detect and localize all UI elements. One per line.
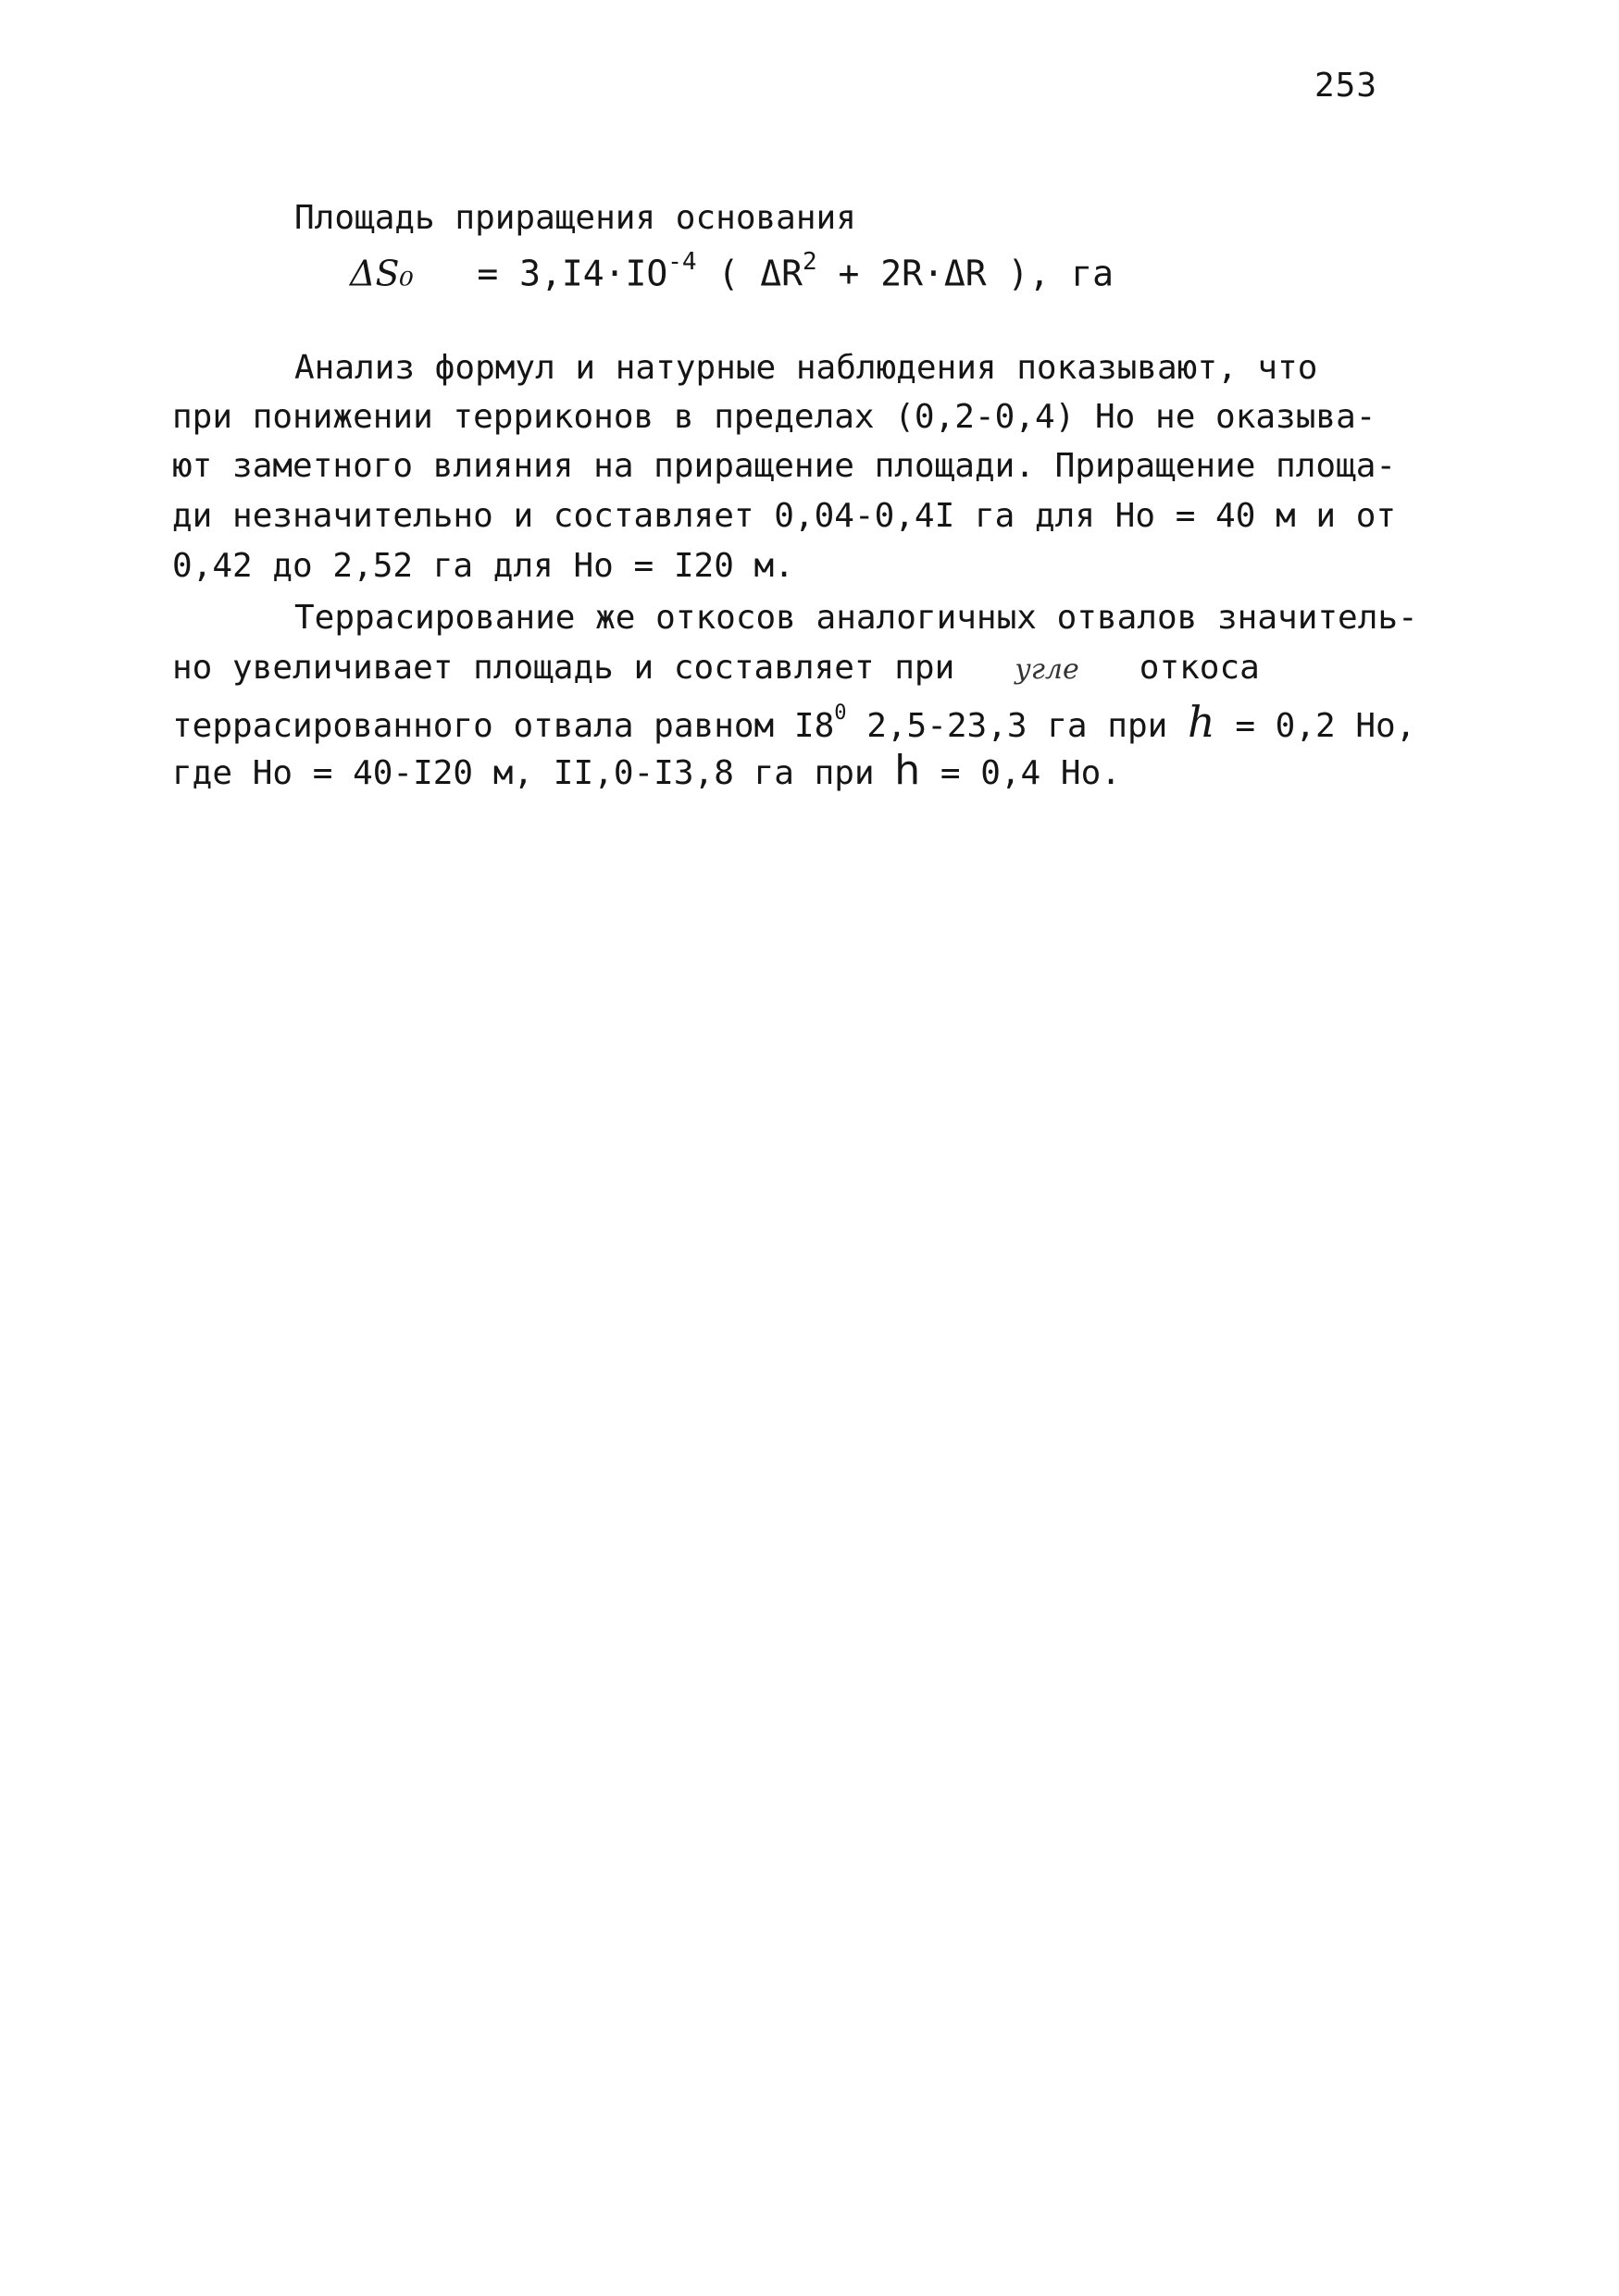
paragraph-2-line-2: [172, 649, 1260, 687]
paragraph-2-line-1: Террасирование же откосов аналогичных отвалов значитель-: [294, 599, 1418, 637]
paragraph-2-line-3-mid: 2,5-23,3 га при: [866, 707, 1168, 745]
handwritten-word: угле: [1015, 653, 1079, 686]
formula-square: 2: [802, 248, 817, 276]
paragraph-1-line-3: ют заметного влияния на приращение площади. Приращение площа-: [172, 447, 1397, 485]
formula-open: ( ΔR: [717, 253, 803, 294]
paragraph-2-line-2-end: откоса: [1139, 649, 1260, 687]
paragraph-2-line-3-end: = 0,2 Но,: [1235, 707, 1416, 745]
formula-lhs: ΔS₀: [350, 253, 414, 294]
formula-rest: + 2R·ΔR ), га: [838, 253, 1114, 294]
formula-eq: = 3,I4·IO: [477, 253, 668, 294]
formula-exponent: -4: [667, 248, 697, 276]
formula: [350, 248, 1114, 294]
paragraph-2-line-3-text: террасированного отвала равном I8: [172, 707, 835, 745]
paragraph-2-line-2-text: но увеличивает площадь и составляет при: [172, 649, 955, 687]
handwritten-h-2: h: [894, 747, 921, 794]
paragraph-2-line-4: [172, 747, 1121, 794]
page-number: 253: [1314, 67, 1378, 105]
paragraph-2-line-4-text: где Но = 40-I20 м, II,0-I3,8 га при: [172, 754, 875, 792]
handwritten-h: h: [1187, 697, 1215, 747]
degree-mark: 0: [834, 701, 847, 725]
paragraph-1-line-5: 0,42 до 2,52 га для Но = I20 м.: [172, 547, 794, 585]
section-heading: Площадь приращения основания: [294, 199, 856, 237]
paragraph-1-line-4: ди незначительно и составляет 0,04-0,4I га для Но = 40 м и от: [172, 497, 1397, 535]
paragraph-1-line-1: Анализ формул и натурные наблюдения показывают, что: [294, 349, 1318, 387]
paragraph-1-line-2: при понижении терриконов в пределах (0,2-0,4) Но не оказыва-: [172, 398, 1376, 436]
paragraph-2-line-4-end: = 0,4 Но.: [940, 754, 1121, 792]
paragraph-2-line-3: [172, 697, 1416, 747]
